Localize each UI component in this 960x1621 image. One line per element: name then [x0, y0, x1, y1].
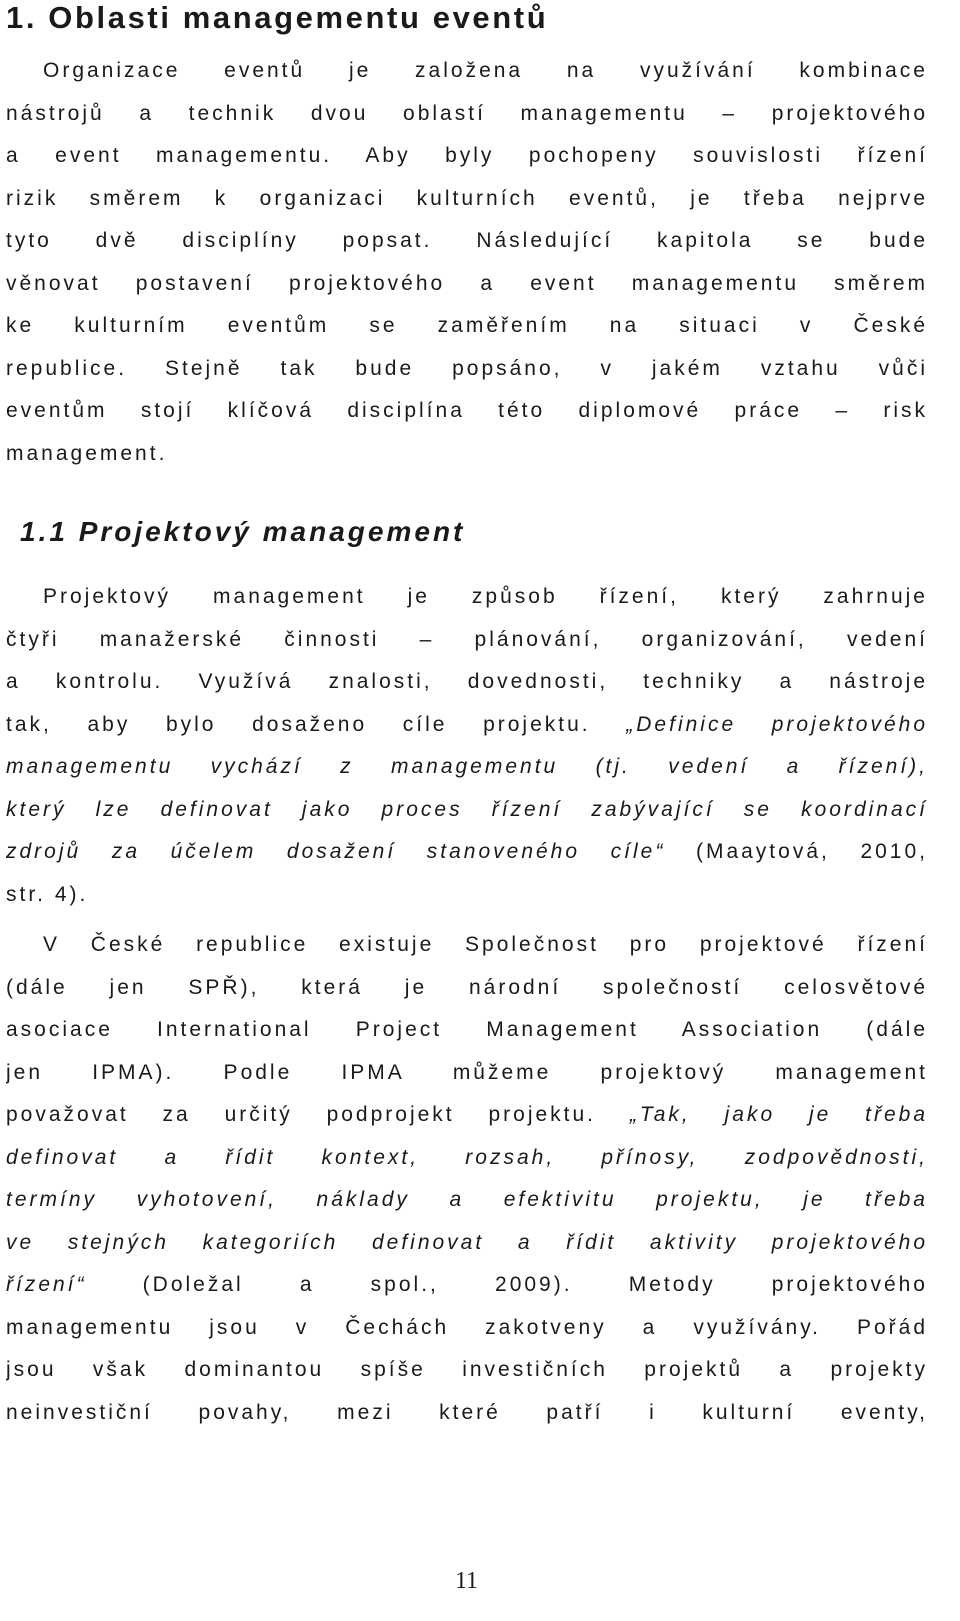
quote-line: definovat a řídit kontext, rozsah, přínosy, zodpovědnosti,: [6, 1145, 928, 1169]
text-line: věnovat postavení projektového a event managementu směrem: [6, 271, 928, 295]
paragraph-project-management: [6, 576, 928, 916]
chapter-heading: 1. Oblasti managementu eventů: [6, 0, 549, 35]
text-line: Projektový management je způsob řízení, který zahrnuje: [43, 585, 928, 608]
text-line: asociace International Project Management Association (dále: [6, 1018, 928, 1041]
text-line: jen IPMA). Podle IPMA můžeme projektový management: [6, 1060, 928, 1084]
text-line: V České republice existuje Společnost pro projektové řízení: [43, 933, 928, 956]
text-line: [6, 1094, 928, 1137]
quote-line: termíny vyhotovení, náklady a efektivitu projektu, je třeba: [6, 1188, 928, 1211]
citation-span: (Maaytová, 2010,: [665, 840, 928, 863]
quote-span: „Definice projektového: [626, 712, 928, 736]
text-line: čtyři manažerské činnosti – plánování, organizování, vedení: [6, 627, 928, 651]
text-line: ke kulturním eventům se zaměřením na situaci v České: [6, 314, 928, 337]
page-number: 11: [454, 1568, 479, 1594]
text-span: považovat za určitý podprojekt projektu.: [6, 1103, 630, 1126]
text-line: (dále jen SPŘ), která je národní společností celosvětové: [6, 975, 928, 999]
citation-span: (Doležal a spol., 2009). Metody projektového: [86, 1273, 928, 1296]
paragraph-intro: [6, 50, 928, 475]
text-line: str. 4).: [6, 882, 89, 906]
text-line: [6, 1264, 928, 1307]
section-heading: 1.1 Projektový management: [20, 516, 466, 547]
text-line: management.: [6, 441, 168, 465]
text-line: Organizace eventů je založena na využívání kombinace: [43, 59, 928, 82]
text-line: a kontrolu. Využívá znalosti, dovednosti, techniky a nástroje: [6, 670, 928, 693]
text-line: [6, 704, 928, 747]
quote-span: „Tak, jako je třeba: [629, 1103, 928, 1126]
text-line: rizik směrem k organizaci kulturních eventů, je třeba nejprve: [6, 186, 928, 210]
quote-line: který lze definovat jako proces řízení zabývající se koordinací: [6, 797, 928, 821]
text-line: a event managementu. Aby byly pochopeny souvislosti řízení: [6, 144, 928, 167]
quote-span: řízení“: [6, 1273, 87, 1296]
text-line: tyto dvě disciplíny popsat. Následující kapitola se bude: [6, 229, 928, 252]
text-line: jsou však dominantou spíše investičních projektů a projekty: [6, 1358, 928, 1381]
quote-span: zdrojů za účelem dosažení stanoveného cíle“: [6, 840, 666, 863]
text-line: managementu jsou v Čechách zakotveny a využívány. Pořád: [6, 1315, 928, 1339]
text-line: nástrojů a technik dvou oblastí managementu – projektového: [6, 101, 928, 125]
text-span: tak, aby bylo dosaženo cíle projektu.: [6, 712, 627, 736]
quote-line: managementu vychází z managementu (tj. vedení a řízení),: [6, 755, 928, 778]
text-line: republice. Stejně tak bude popsáno, v jakém vztahu vůči: [6, 356, 928, 380]
quote-line: ve stejných kategoriích definovat a řídit aktivity projektového: [6, 1230, 928, 1254]
text-line: [6, 831, 928, 874]
text-line: neinvestiční povahy, mezi které patří i kulturní eventy,: [6, 1400, 928, 1424]
text-line: eventům stojí klíčová disciplína této diplomové práce – risk: [6, 399, 928, 422]
paragraph-spr-ipma: [6, 924, 928, 1434]
